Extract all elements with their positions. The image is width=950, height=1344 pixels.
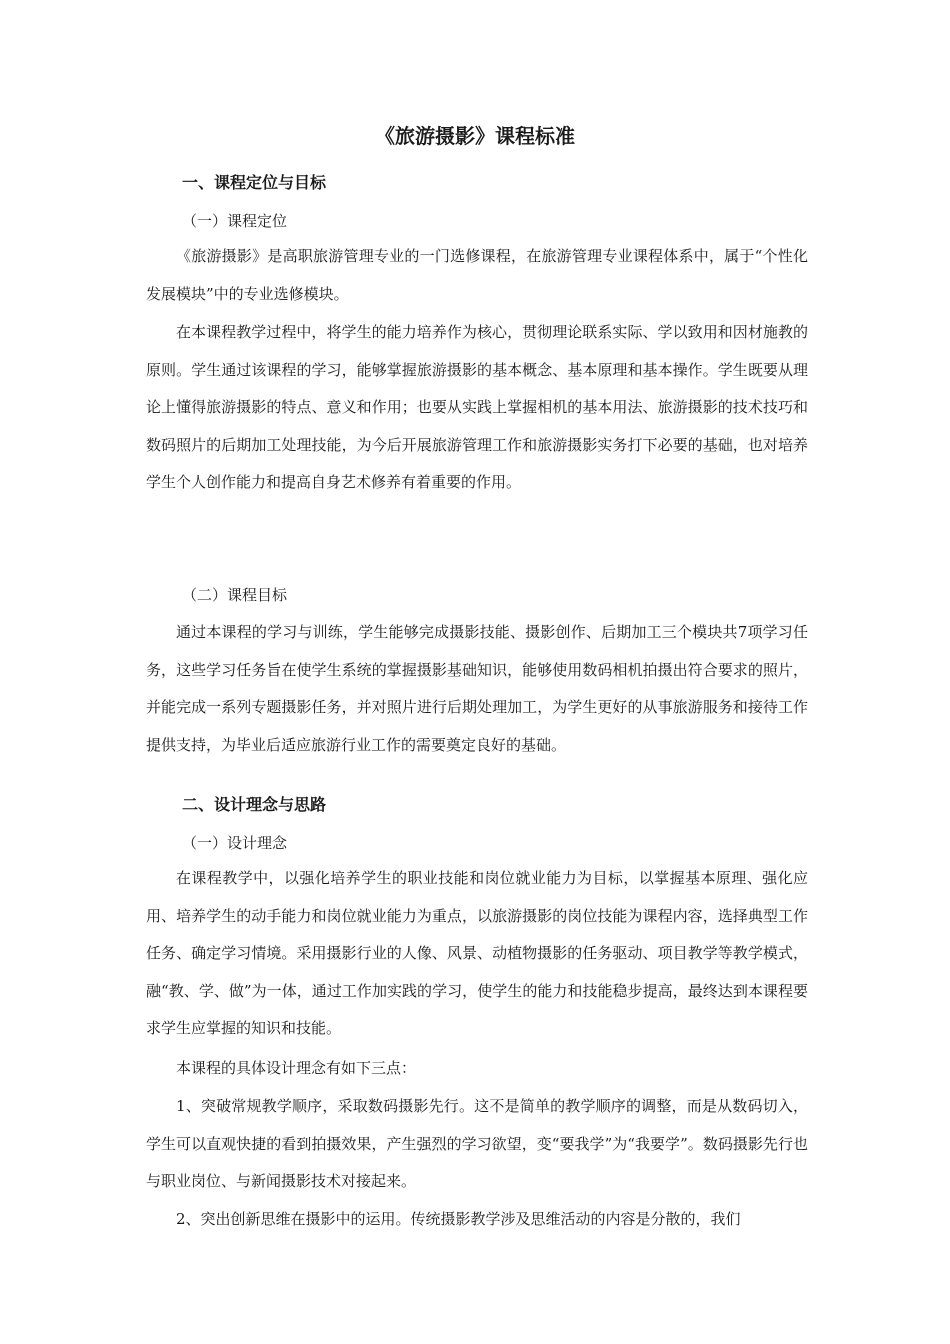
subsection-heading-design-concept: （一）设计理念 xyxy=(182,834,288,852)
subsection-heading-positioning: （一）课程定位 xyxy=(182,212,288,230)
paragraph-design-2: 本课程的具体设计理念有如下三点： xyxy=(176,1059,417,1077)
paragraph-design-3: 1、突破常规教学顺序，采取数码摄影先行。这不是简单的教学顺序的调整，而是从数码切入，学生可以直观快捷的看到拍摄效果，产生强烈的学习欲望，变“要我学”为“我要学”。数码摄影先行也与职业岗位、与新闻摄影技术对接起来。 xyxy=(146,1097,808,1190)
paragraph-positioning-2: 在本课程教学过程中，将学生的能力培养作为核心，贯彻理论联系实际、学以致用和因材施教的原则。学生通过该课程的学习，能够掌握旅游摄影的基本概念、基本原理和基本操作。学生既要从理论上懂得旅游摄影的特点、意义和作用；也要从实践上掌握相机的基本用法、旅游摄影的技术技巧和数码照片的后期加工处理技能，为今后开展旅游管理工作和旅游摄影实务打下必要的基础，也对培养学生个人创作能力和提高自身艺术修养有着重要的作用。 xyxy=(146,323,808,491)
paragraph-positioning-1: 《旅游摄影》是高职旅游管理专业的一门选修课程，在旅游管理专业课程体系中，属于“个性化发展模块”中的专业选修模块。 xyxy=(146,247,808,303)
subsection-heading-goals: （二）课程目标 xyxy=(182,586,288,604)
section-heading-design: 二、设计理念与思路 xyxy=(182,795,327,814)
paragraph-design-1: 在课程教学中，以强化培养学生的职业技能和岗位就业能力为目标，以掌握基本原理、强化应用、培养学生的动手能力和岗位就业能力为重点，以旅游摄影的岗位技能为课程内容，选择典型工作任务、确定学习情境。采用摄影行业的人像、风景、动植物摄影的任务驱动、项目教学等教学模式，融“教、学、做”为一体，通过工作加实践的学习，使学生的能力和技能稳步提高，最终达到本课程要求学生应掌握的知识和技能。 xyxy=(146,869,808,1037)
document-title: 《旅游摄影》课程标准 xyxy=(375,124,575,148)
paragraph-goals-1: 通过本课程的学习与训练，学生能够完成摄影技能、摄影创作、后期加工三个模块共7项学习任务，这些学习任务旨在使学生系统的掌握摄影基础知识，能够使用数码相机拍摄出符合要求的照片，并能完成一系列专题摄影任务，并对照片进行后期处理加工，为学生更好的从事旅游服务和接待工作提供支持，为毕业后适应旅游行业工作的需要奠定良好的基础。 xyxy=(146,623,808,754)
paragraph-design-4: 2、突出创新思维在摄影中的运用。传统摄影教学涉及思维活动的内容是分散的，我们 xyxy=(176,1210,741,1228)
section-heading-positioning-goals: 一、课程定位与目标 xyxy=(182,173,327,192)
